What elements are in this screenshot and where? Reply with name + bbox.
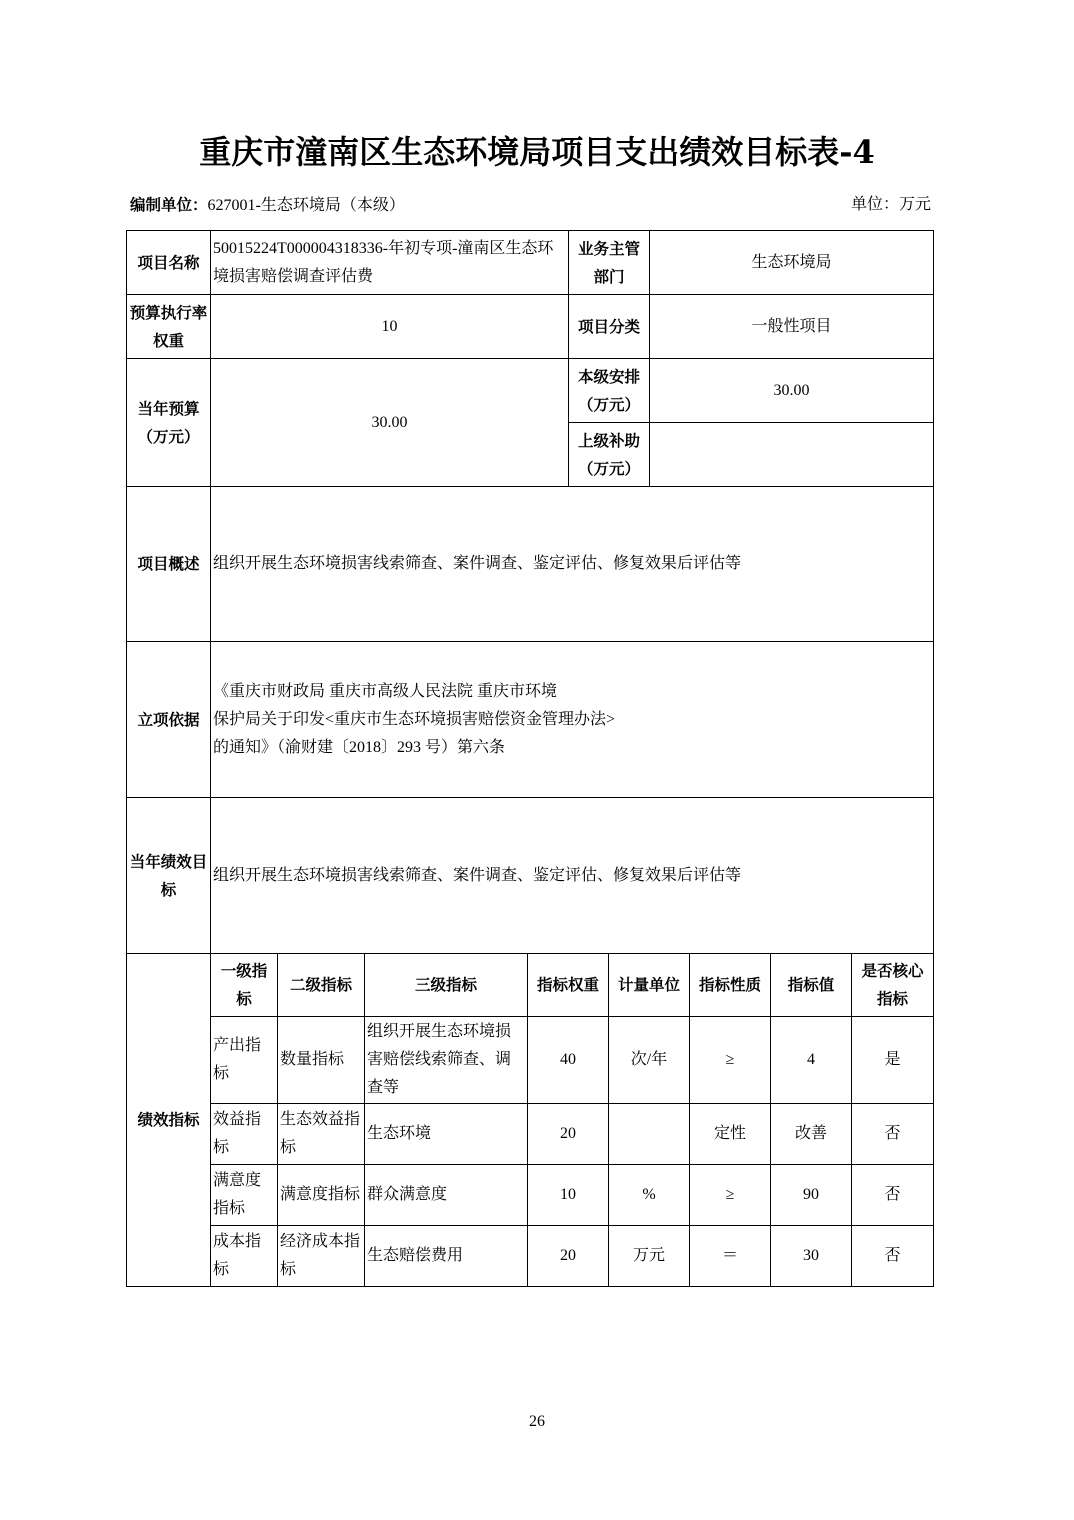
indicator-value: 4 [771, 1017, 852, 1104]
page-title: 重庆市潼南区生态环境局项目支出绩效目标表-4 [199, 133, 875, 171]
indicator-level1-text: 效益指标 [213, 1111, 262, 1156]
compiling-unit-label: 编制单位： [130, 196, 208, 214]
form-meta [130, 194, 931, 216]
indicator-unit: 次/年 [609, 1017, 690, 1104]
overview-row [127, 487, 934, 642]
column-header: 指标权重 [528, 954, 609, 1017]
basis-label-cell [127, 642, 211, 798]
performance-form [126, 230, 933, 1287]
weight-value: 10 [211, 295, 569, 359]
indicator-level2 [278, 1017, 365, 1104]
indicator-unit: % [609, 1165, 690, 1226]
indicator-row [127, 1165, 934, 1226]
indicator-level2 [278, 1104, 365, 1165]
column-header: 二级指标 [278, 954, 365, 1017]
goal-value: 组织开展生态环境损害线索筛查、案件调查、鉴定评估、修复效果后评估等 [211, 798, 934, 954]
local-label-cell [569, 359, 650, 423]
column-header: 指标值 [771, 954, 852, 1017]
indicator-nature: ≥ [690, 1165, 771, 1226]
indicator-level1 [211, 1226, 278, 1287]
weight-label: 预算执行率权重 [129, 303, 208, 350]
indicator-level1 [211, 1165, 278, 1226]
indicator-level3: 群众满意度 [365, 1165, 528, 1226]
upper-label-cell [569, 423, 650, 487]
indicator-nature: ≥ [690, 1017, 771, 1104]
goal-label: 当年绩效目标 [129, 852, 208, 899]
budget-value: 30.00 [211, 359, 569, 487]
indicator-core: 否 [852, 1226, 934, 1287]
budget-row [127, 359, 934, 423]
indicator-nature: ＝ [690, 1226, 771, 1287]
indicator-level2-text: 数量指标 [280, 1051, 345, 1068]
basis-label: 立项依据 [137, 710, 200, 729]
indicator-value: 90 [771, 1165, 852, 1226]
indicator-value: 30 [771, 1226, 852, 1287]
indicator-weight: 20 [528, 1104, 609, 1165]
dept-value: 生态环境局 [650, 231, 934, 295]
budget-label-cell [127, 359, 211, 487]
indicators-table [126, 953, 934, 1287]
indicator-core: 否 [852, 1104, 934, 1165]
overview-value: 组织开展生态环境损害线索筛查、案件调查、鉴定评估、修复效果后评估等 [211, 487, 934, 642]
indicator-level1-text: 满意度指标 [213, 1172, 262, 1217]
indicator-weight: 40 [528, 1017, 609, 1104]
goal-row [127, 798, 934, 954]
column-header [211, 954, 278, 1017]
indicator-level2-text: 经济成本指标 [280, 1233, 361, 1278]
dept-label-cell [569, 231, 650, 295]
project-name-label: 项目名称 [137, 253, 200, 272]
indicator-level1-text: 产出指标 [213, 1037, 262, 1082]
column-header: 计量单位 [609, 954, 690, 1017]
indicator-value: 改善 [771, 1104, 852, 1165]
indicator-row [127, 1017, 934, 1104]
basis-line: 《重庆市财政局 重庆市高级人民法院 重庆市环境 [213, 682, 558, 700]
weight-row [127, 295, 934, 359]
project-name-label-cell [127, 231, 211, 295]
goal-label-cell [127, 798, 211, 954]
indicator-level2 [278, 1165, 365, 1226]
indicator-level2-text: 生态效益指标 [280, 1111, 361, 1156]
category-label-cell [569, 295, 650, 359]
column-header-label: 是否核心指标 [861, 962, 924, 1008]
weight-label-cell [127, 295, 211, 359]
column-header [852, 954, 934, 1017]
upper-label: 上级补助（万元） [577, 431, 640, 478]
project-name-row [127, 231, 934, 295]
indicators-section-label-cell [127, 954, 211, 1287]
local-label: 本级安排（万元） [577, 367, 640, 414]
indicator-weight: 20 [528, 1226, 609, 1287]
indicator-level1 [211, 1017, 278, 1104]
category-value: 一般性项目 [650, 295, 934, 359]
column-header-label: 一级指标 [220, 962, 268, 1008]
currency-unit: 单位：万元 [850, 196, 931, 213]
indicator-unit: 万元 [609, 1226, 690, 1287]
indicator-level3: 生态赔偿费用 [365, 1226, 528, 1287]
page-number: 26 [529, 1413, 545, 1430]
indicator-row [127, 1226, 934, 1287]
indicator-nature: 定性 [690, 1104, 771, 1165]
indicators-header-row [127, 954, 934, 1017]
category-label: 项目分类 [577, 317, 640, 336]
indicator-level1-text: 成本指标 [213, 1233, 262, 1278]
indicator-level3: 生态环境 [365, 1104, 528, 1165]
local-value: 30.00 [650, 359, 934, 423]
column-header: 指标性质 [690, 954, 771, 1017]
indicator-level1 [211, 1104, 278, 1165]
dept-label: 业务主管部门 [577, 239, 640, 286]
indicator-level3: 组织开展生态环境损害赔偿线索筛查、调查等 [365, 1017, 528, 1104]
column-header: 三级指标 [365, 954, 528, 1017]
indicator-level2-text: 满意度指标 [280, 1186, 361, 1203]
budget-label: 当年预算（万元） [137, 399, 200, 446]
basis-row [127, 642, 934, 798]
indicator-row [127, 1104, 934, 1165]
indicator-core: 否 [852, 1165, 934, 1226]
indicators-section-label: 绩效指标 [137, 1111, 200, 1129]
indicator-level2 [278, 1226, 365, 1287]
indicator-unit [609, 1104, 690, 1165]
indicator-weight: 10 [528, 1165, 609, 1226]
overview-label: 项目概述 [137, 555, 200, 573]
project-info-table [126, 230, 934, 954]
upper-value [650, 423, 934, 487]
overview-label-cell [127, 487, 211, 642]
basis-line: 的通知》（渝财建〔2018〕293 号）第六条 [213, 738, 506, 756]
compiling-unit-value: 627001-生态环境局（本级） [207, 197, 405, 214]
indicator-core: 是 [852, 1017, 934, 1104]
project-name-value: 50015224T000004318336-年初专项-潼南区生态环境损害赔偿调查评估费 [211, 231, 569, 295]
basis-line: 保护局关于印发<重庆市生态环境损害赔偿资金管理办法> [213, 710, 616, 728]
basis-value [211, 642, 934, 798]
